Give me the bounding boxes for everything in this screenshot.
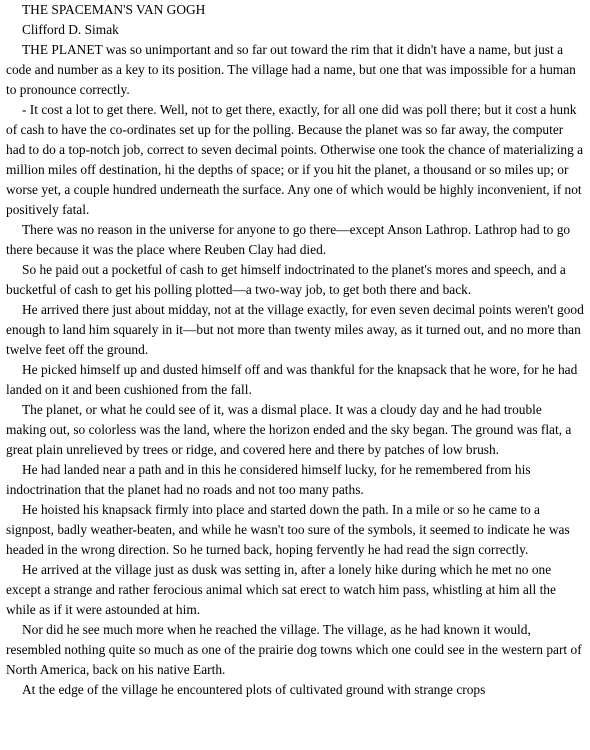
story-body [6,40,584,700]
paragraph: At the edge of the village he encountered plots of cultivated ground with strange crops [22,682,486,697]
paragraph: He arrived at the village just as dusk was setting in, after a lonely hike during which he met no one except a strange and rather ferocious animal which sat erect to watch him pass, whistling at him all the while as if it were astounded at him. [6,562,556,617]
story-title: THE SPACEMAN'S VAN GOGH [22,2,206,17]
paragraph: So he paid out a pocketful of cash to get himself indoctrinated to the planet's mores and speech, and a bucketful of cash to get his polling plotted—a two-way job, to get both there and back. [6,262,566,297]
paragraph: The planet, or what he could see of it, was a dismal place. It was a cloudy day and he had trouble making out, so colorless was the land, where the horizon ended and the sky began. The ground was flat, a great plain unrelieved by trees or ridge, and covered here and there by patches of low brush. [6,402,572,457]
paragraph: He picked himself up and dusted himself off and was thankful for the knapsack that he wore, for he had landed on it and been cushioned from the fall. [6,362,578,397]
paragraph: He had landed near a path and in this he considered himself lucky, for he remembered from his indoctrination that the planet had no roads and not too many paths. [6,462,531,497]
paragraph: - It cost a lot to get there. Well, not to get there, exactly, for all one did was poll there; but it cost a hunk of cash to have the co-ordinates set up for the polling. Because the planet was so far away, the computer had to do a top-notch job, correct to seven decimal points. Otherwise one took the chance of materializing a million miles off destination, hi the depths of space; or if you hit the planet, a thousand or so miles up; or worse yet, a couple hundred underneath the surface. Any one of which would be highly inconvenient, if not positively fatal. [6,102,584,217]
paragraph: THE PLANET was so unimportant and so far out toward the rim that it didn't have a name, but just a code and number as a key to its position. The village had a name, but one that was impossible for a human to pronounce correctly. [6,42,576,97]
paragraph: Nor did he see much more when he reached the village. The village, as he had known it would, resembled nothing quite so much as one of the prairie dog towns which one could see in the western part of North America, back on his native Earth. [6,622,582,677]
story-author: Clifford D. Simak [22,22,119,37]
paragraph: He hoisted his knapsack firmly into place and started down the path. In a mile or so he came to a signpost, badly weather-beaten, and while he wasn't too sure of the symbols, it seemed to indicate he was headed in the wrong direction. So he turned back, hoping fervently he had read the sign correctly. [6,502,570,557]
paragraph: There was no reason in the universe for anyone to go there—except Anson Lathrop. Lathrop had to go there because it was the place where Reuben Clay had died. [6,222,571,257]
paragraph: He arrived there just about midday, not at the village exactly, for even seven decimal points weren't good enough to land him squarely in it—but not more than twenty miles away, as it turned out, and no more than twelve feet off the ground. [6,302,584,357]
